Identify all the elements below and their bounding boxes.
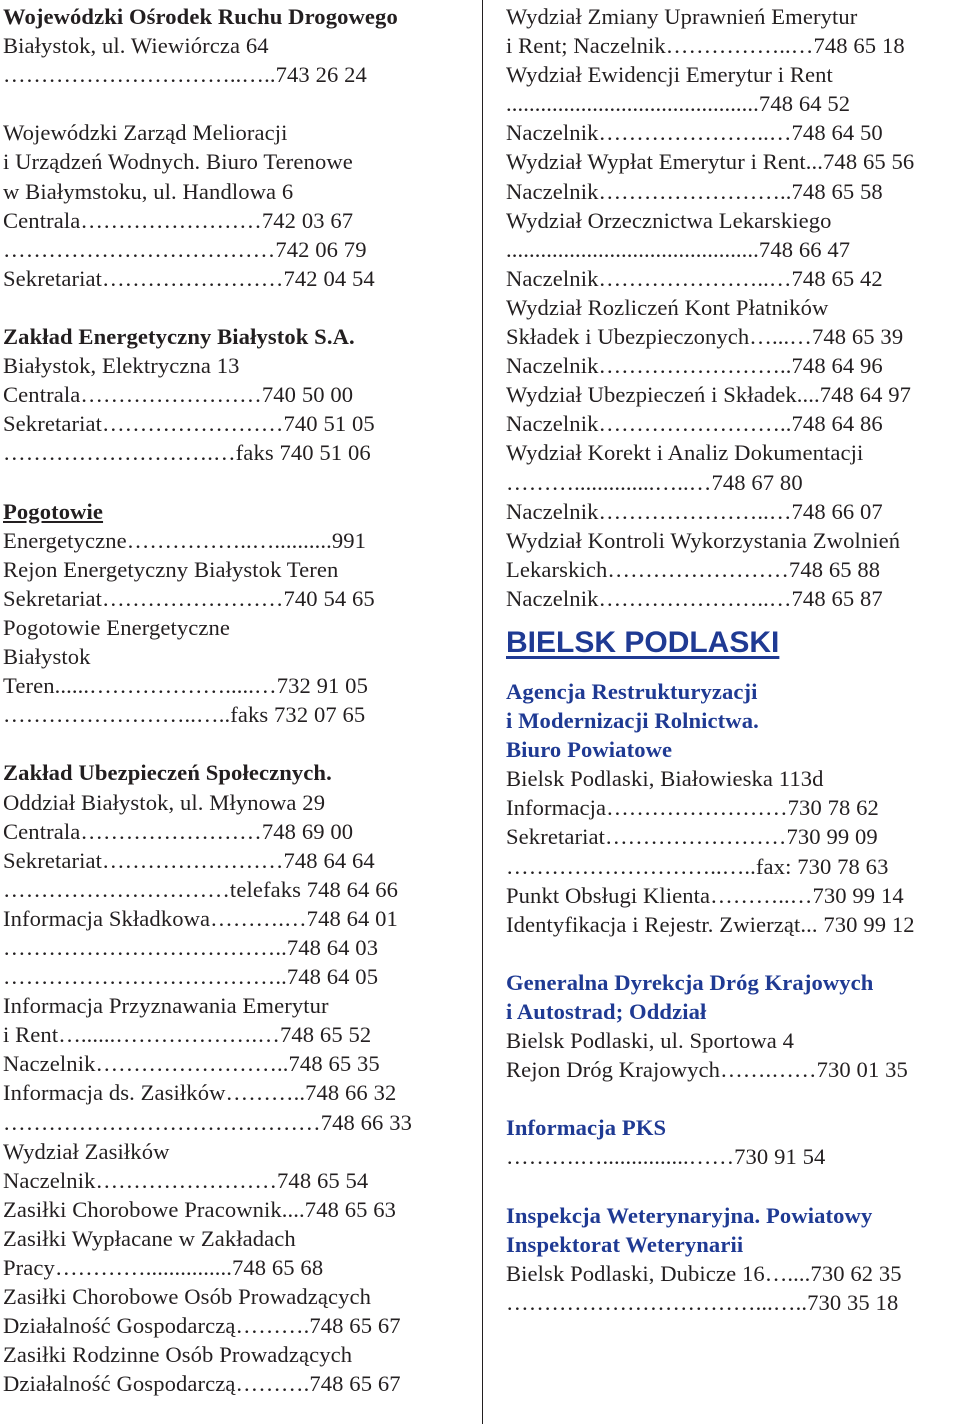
heading-line: Biuro Powiatowe bbox=[506, 737, 673, 763]
directory-line: Zasiłki Chorobowe Osób Prowadzących bbox=[3, 1284, 372, 1310]
spacer bbox=[3, 293, 458, 322]
directory-line: Centrala……………………742 03 67 bbox=[3, 207, 354, 233]
city-heading: BIELSK PODLASKI bbox=[506, 625, 780, 659]
directory-line: Wojewódzki Zarząd Melioracji bbox=[3, 120, 288, 146]
directory-line: ……………………………………748 66 33 bbox=[3, 1109, 412, 1135]
directory-line: Wydział Ubezpieczeń i Składek....748 64 97 bbox=[506, 382, 912, 408]
directory-line: ……………………..…..faks 732 07 65 bbox=[3, 702, 366, 728]
directory-line: Centrala……………………740 50 00 bbox=[3, 382, 354, 408]
directory-line: ………………………………..748 64 05 bbox=[3, 964, 379, 990]
spacer bbox=[506, 1172, 958, 1201]
heading-line: Generalna Dyrekcja Dróg Krajowych bbox=[506, 969, 874, 995]
directory-line: Wydział Orzecznictwa Lekarskiego bbox=[506, 207, 832, 233]
spacer bbox=[3, 89, 458, 118]
directory-line: ……….…...............……730 91 54 bbox=[506, 1144, 826, 1170]
heading-line: i Autostrad; Oddział bbox=[506, 999, 707, 1024]
directory-line: ............................................748 64 52 bbox=[506, 91, 851, 117]
right-column bbox=[506, 2, 958, 1317]
directory-line: Naczelnik…………………..…748 65 42 bbox=[506, 265, 883, 291]
directory-line: Białystok, Elektryczna 13 bbox=[3, 353, 240, 379]
directory-line: Wydział Korekt i Analiz Dokumentacji bbox=[506, 440, 864, 466]
spacer bbox=[506, 1084, 958, 1113]
directory-line: Energetyczne……………..…..........991 bbox=[3, 527, 367, 553]
directory-line: Sekretariat……………………748 64 64 bbox=[3, 847, 375, 873]
directory-line: ………………………..…..fax: 730 78 63 bbox=[506, 853, 889, 879]
directory-line: ……………………………...…..730 35 18 bbox=[506, 1289, 899, 1315]
directory-line: i Rent; Naczelnik……………..…748 65 18 bbox=[506, 33, 905, 59]
left-column bbox=[3, 2, 458, 1399]
column-divider bbox=[482, 0, 483, 1424]
heading-line: Wojewódzki Ośrodek Ruchu Drogowego bbox=[3, 4, 398, 29]
spacer bbox=[3, 468, 458, 497]
heading-line: i Modernizacji Rolnictwa. bbox=[506, 708, 759, 734]
directory-line: Centrala……………………748 69 00 bbox=[3, 818, 354, 844]
directory-line: Wydział Zmiany Uprawnień Emerytur bbox=[506, 4, 858, 29]
directory-line: Sekretariat……………………730 99 09 bbox=[506, 824, 878, 850]
directory-line: …………………………..…..743 26 24 bbox=[3, 62, 367, 88]
directory-line: Białystok bbox=[3, 644, 91, 670]
directory-line: Zasiłki Wypłacane w Zakładach bbox=[3, 1225, 296, 1251]
heading-line: Pogotowie bbox=[3, 498, 104, 524]
directory-line: …………………………telefaks 748 64 66 bbox=[3, 876, 399, 902]
directory-line: Naczelnik……………………..748 64 96 bbox=[506, 353, 883, 379]
directory-line: Zasiłki Chorobowe Pracownik....748 65 63 bbox=[3, 1196, 397, 1222]
heading-line: Zakład Energetyczny Białystok S.A. bbox=[3, 324, 355, 350]
directory-line: Naczelnik…………………..…748 64 50 bbox=[506, 120, 883, 146]
directory-line: Sekretariat……………………740 51 05 bbox=[3, 411, 375, 437]
directory-line: Bielsk Podlaski, ul. Sportowa 4 bbox=[506, 1028, 795, 1054]
spacer bbox=[3, 729, 458, 758]
directory-line: Informacja Składkowa……….…748 64 01 bbox=[3, 905, 398, 931]
directory-line: Wydział Wypłat Emerytur i Rent...748 65 56 bbox=[506, 149, 915, 175]
directory-line: Informacja Przyznawania Emerytur bbox=[3, 993, 329, 1019]
directory-line: ………………………………..748 64 03 bbox=[3, 935, 379, 960]
right-bottom-list bbox=[506, 677, 958, 1317]
heading-line: Zakład Ubezpieczeń Społecznych. bbox=[3, 760, 332, 786]
directory-line: Naczelnik…………………..…748 65 87 bbox=[506, 585, 883, 611]
directory-line: w Białymstoku, ul. Handlowa 6 bbox=[3, 178, 294, 204]
directory-line: Punkt Obsługi Klienta………..…730 99 14 bbox=[506, 882, 904, 908]
directory-line: i Urządzeń Wodnych. Biuro Terenowe bbox=[3, 149, 353, 175]
heading-line: Agencja Restrukturyzacji bbox=[506, 678, 758, 704]
heading-line: Inspekcja Weterynaryjna. Powiatowy bbox=[506, 1202, 873, 1228]
directory-line: Identyfikacja i Rejestr. Zwierząt... 730 99 12 bbox=[506, 911, 915, 937]
directory-line: Sekretariat……………………742 04 54 bbox=[3, 265, 375, 291]
directory-line: Naczelnik……………………..748 64 86 bbox=[506, 411, 883, 437]
directory-line: Składek i Ubezpieczonych…...…748 65 39 bbox=[506, 324, 904, 350]
directory-line: Wydział Rozliczeń Kont Płatników bbox=[506, 294, 829, 320]
directory-line: Sekretariat……………………740 54 65 bbox=[3, 585, 375, 611]
directory-line: Oddział Białystok, ul. Młynowa 29 bbox=[3, 789, 326, 815]
directory-line: Pogotowie Energetyczne bbox=[3, 614, 231, 640]
heading-line: Informacja PKS bbox=[506, 1115, 667, 1141]
directory-line: ………………………………742 06 79 bbox=[3, 236, 367, 262]
directory-line: Działalność Gospodarczą……….748 65 67 bbox=[3, 1313, 401, 1339]
directory-line: Naczelnik……………………..748 65 35 bbox=[3, 1051, 380, 1077]
directory-line: Wydział Kontroli Wykorzystania Zwolnień bbox=[506, 527, 901, 553]
directory-line: ............................................748 66 47 bbox=[506, 236, 851, 262]
directory-line: Wydział Zasiłków bbox=[3, 1138, 170, 1164]
directory-line: Lekarskich……………………748 65 88 bbox=[506, 556, 881, 582]
directory-line: Teren......……………….....…732 91 05 bbox=[3, 673, 368, 699]
directory-line: Naczelnik……………………748 65 54 bbox=[3, 1167, 369, 1193]
directory-line: Pracy…………...............748 65 68 bbox=[3, 1255, 324, 1281]
heading-line: Inspektorat Weterynarii bbox=[506, 1231, 744, 1257]
directory-line: ……………………….…faks 740 51 06 bbox=[3, 440, 371, 466]
directory-line: Informacja……………………730 78 62 bbox=[506, 795, 879, 821]
directory-line: Rejon Dróg Krajowych…….……730 01 35 bbox=[506, 1057, 908, 1083]
directory-line: Naczelnik……………………..748 65 58 bbox=[506, 178, 883, 204]
directory-line: Bielsk Podlaski, Białowieska 113d bbox=[506, 766, 824, 792]
directory-line: Działalność Gospodarczą……….748 65 67 bbox=[3, 1371, 401, 1397]
directory-line: Naczelnik…………………..…748 66 07 bbox=[506, 498, 883, 524]
directory-line: Zasiłki Rodzinne Osób Prowadzących bbox=[3, 1342, 353, 1368]
right-top-list bbox=[506, 2, 958, 613]
spacer bbox=[506, 939, 958, 968]
directory-line: Wydział Ewidencji Emerytur i Rent bbox=[506, 62, 833, 88]
directory-line: Bielsk Podlaski, Dubicze 16…....730 62 35 bbox=[506, 1260, 902, 1286]
directory-line: Białystok, ul. Wiewiórcza 64 bbox=[3, 33, 269, 59]
directory-line: Informacja ds. Zasiłków………..748 66 32 bbox=[3, 1080, 397, 1106]
directory-line: Rejon Energetyczny Białystok Teren bbox=[3, 556, 339, 582]
directory-line: i Rent…......……………….…748 65 52 bbox=[3, 1022, 372, 1048]
directory-line: ………..............…..…748 67 80 bbox=[506, 469, 803, 495]
